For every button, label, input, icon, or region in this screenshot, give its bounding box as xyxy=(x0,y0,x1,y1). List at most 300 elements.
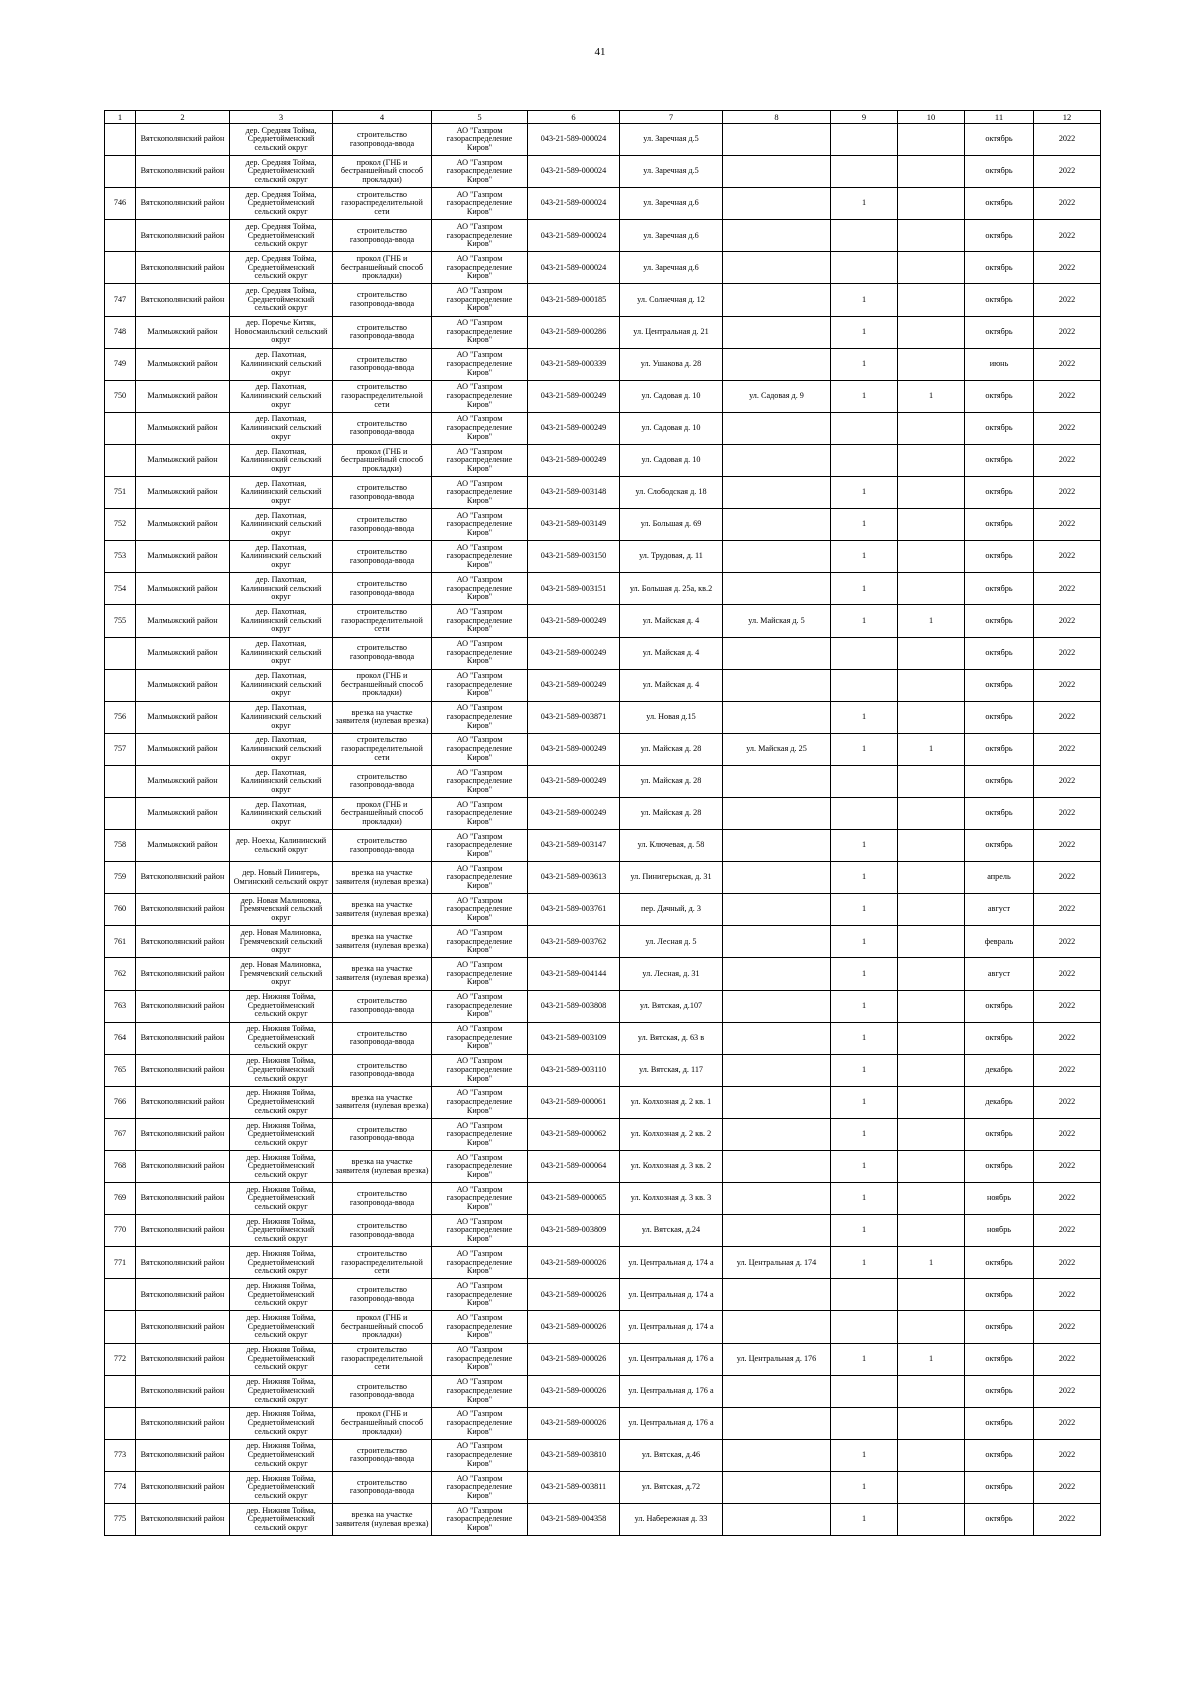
cell-month xyxy=(965,316,1034,348)
cell-application-number xyxy=(528,1054,620,1086)
cell-organization xyxy=(432,316,528,348)
cell-year xyxy=(1034,1247,1101,1279)
cell-count-a xyxy=(831,252,898,284)
cell-count-a xyxy=(831,1407,898,1439)
cell-locality xyxy=(230,573,333,605)
cell-text: дер. Ноехы, Калининский сельский округ xyxy=(235,837,327,854)
cell-work-type xyxy=(333,477,432,509)
cell-organization xyxy=(432,444,528,476)
cell-district xyxy=(136,605,230,637)
cell-text: 758 xyxy=(113,841,127,850)
cell-work-type xyxy=(333,701,432,733)
cell-month xyxy=(965,637,1034,669)
cell-year xyxy=(1034,1471,1101,1503)
cell-month xyxy=(965,1343,1034,1375)
cell-application-number xyxy=(528,1439,620,1471)
cell-text: 765 xyxy=(113,1065,127,1074)
cell-text: 1 xyxy=(861,359,867,368)
cell-text: ул. Центральная д. 176 а xyxy=(628,1418,714,1427)
cell-text: АО "Газпром газораспределение Киров" xyxy=(446,1025,513,1051)
cell-text: Вятскополянский район xyxy=(140,1226,225,1235)
cell-text: ул. Майская д. 4 xyxy=(642,648,700,657)
cell-text: прокол (ГНБ и бестраншейный способ прокладки) xyxy=(340,800,424,826)
cell-text: Малмыжский район xyxy=(147,391,218,400)
cell-locality xyxy=(230,412,333,444)
cell-text: 2022 xyxy=(1058,1418,1076,1427)
cell-text: Вятскополянский район xyxy=(140,969,225,978)
cell-month xyxy=(965,1054,1034,1086)
cell-row-number xyxy=(105,348,136,380)
cell-count-b xyxy=(898,541,965,573)
cell-count-b xyxy=(898,124,965,156)
cell-text: врезка на участке заявителя (нулевая врезка) xyxy=(335,1157,429,1175)
cell-organization xyxy=(432,1439,528,1471)
cell-application-number xyxy=(528,701,620,733)
cell-text: дер. Нижняя Тойма, Среднетойменский сельский округ xyxy=(246,1249,316,1276)
cell-count-a xyxy=(831,1375,898,1407)
cell-text: 043-21-589-003762 xyxy=(540,937,607,946)
cell-text: дер. Нижняя Тойма, Среднетойменский сельский округ xyxy=(246,1217,316,1244)
cell-organization xyxy=(432,509,528,541)
cell-district xyxy=(136,444,230,476)
cell-text: 2022 xyxy=(1058,1483,1076,1492)
cell-text: дер. Новая Малиновка, Гремячевский сельский округ xyxy=(239,928,323,955)
column-header-1: 1 xyxy=(105,111,136,124)
table-row xyxy=(105,1183,1101,1215)
cell-year xyxy=(1034,573,1101,605)
cell-district xyxy=(136,797,230,829)
cell-text: строительство газораспределительной сети xyxy=(341,1346,423,1372)
cell-count-b xyxy=(898,1504,965,1536)
cell-year xyxy=(1034,797,1101,829)
cell-count-b xyxy=(898,1439,965,1471)
cell-application-number xyxy=(528,1215,620,1247)
cell-address xyxy=(620,894,723,926)
cell-address xyxy=(620,1439,723,1471)
cell-count-b xyxy=(898,830,965,862)
cell-count-b xyxy=(898,958,965,990)
cell-text: 043-21-589-000249 xyxy=(540,391,607,400)
cell-count-b xyxy=(898,348,965,380)
cell-text: Малмыжский район xyxy=(147,584,218,593)
cell-text: 1 xyxy=(861,584,867,593)
column-header-5: 5 xyxy=(432,111,528,124)
cell-text: АО "Газпром газораспределение Киров" xyxy=(446,832,513,858)
cell-year xyxy=(1034,926,1101,958)
cell-address xyxy=(620,1504,723,1536)
cell-application-number xyxy=(528,1279,620,1311)
cell-text: ул. Садовая д. 9 xyxy=(749,391,804,400)
cell-organization xyxy=(432,284,528,316)
cell-count-a xyxy=(831,380,898,412)
cell-address-alt xyxy=(723,1439,831,1471)
cell-address xyxy=(620,958,723,990)
cell-address xyxy=(620,637,723,669)
cell-application-number xyxy=(528,156,620,188)
cell-count-a xyxy=(831,733,898,765)
cell-month xyxy=(965,733,1034,765)
cell-count-b xyxy=(898,669,965,701)
cell-address-alt xyxy=(723,1215,831,1247)
cell-month xyxy=(965,477,1034,509)
cell-count-b xyxy=(898,1022,965,1054)
cell-work-type xyxy=(333,220,432,252)
cell-year xyxy=(1034,252,1101,284)
cell-district xyxy=(136,637,230,669)
cell-text: 043-21-589-000024 xyxy=(540,199,607,208)
cell-address xyxy=(620,477,723,509)
cell-text: АО "Газпром газораспределение Киров" xyxy=(446,768,513,794)
cell-text: дер. Пахотная, Калининский сельский округ xyxy=(240,672,322,698)
cell-year xyxy=(1034,958,1101,990)
cell-address xyxy=(620,1215,723,1247)
cell-text: дер. Пахотная, Калининский сельский округ xyxy=(240,800,322,826)
cell-text: 750 xyxy=(113,391,127,400)
cell-organization xyxy=(432,797,528,829)
cell-count-a xyxy=(831,412,898,444)
cell-text: 1 xyxy=(861,1001,867,1010)
cell-application-number xyxy=(528,1118,620,1150)
cell-text: октябрь xyxy=(985,1418,1013,1427)
cell-text: октябрь xyxy=(985,1290,1013,1299)
cell-address xyxy=(620,765,723,797)
cell-count-b xyxy=(898,573,965,605)
table-row xyxy=(105,252,1101,284)
cell-year xyxy=(1034,380,1101,412)
cell-locality xyxy=(230,1343,333,1375)
cell-address xyxy=(620,348,723,380)
cell-organization xyxy=(432,1375,528,1407)
cell-text: октябрь xyxy=(985,424,1013,433)
cell-locality xyxy=(230,733,333,765)
cell-address xyxy=(620,541,723,573)
cell-text: АО "Газпром газораспределение Киров" xyxy=(446,383,513,409)
cell-text: 2022 xyxy=(1058,327,1076,336)
cell-text: ул. Центральная д. 21 xyxy=(633,327,709,336)
table-row xyxy=(105,1343,1101,1375)
cell-row-number xyxy=(105,573,136,605)
cell-address-alt xyxy=(723,1375,831,1407)
cell-work-type xyxy=(333,509,432,541)
cell-count-a xyxy=(831,765,898,797)
cell-text: 2022 xyxy=(1058,1001,1076,1010)
cell-text: Вятскополянский район xyxy=(140,263,225,272)
cell-text: дер. Средняя Тойма, Среднетойменский сельский округ xyxy=(245,287,317,313)
cell-month xyxy=(965,1215,1034,1247)
cell-address-alt xyxy=(723,797,831,829)
cell-locality xyxy=(230,1022,333,1054)
cell-text: 2022 xyxy=(1058,712,1076,721)
cell-text: Вятскополянский район xyxy=(140,1451,225,1460)
cell-text: ул. Центральная д. 176 а xyxy=(628,1354,714,1363)
table-row xyxy=(105,1086,1101,1118)
cell-address xyxy=(620,509,723,541)
cell-text: 043-21-589-000249 xyxy=(540,648,607,657)
cell-text: дер. Новая Малиновка, Гремячевский сельский округ xyxy=(239,896,323,923)
cell-application-number xyxy=(528,1471,620,1503)
cell-row-number xyxy=(105,1215,136,1247)
cell-text: строительство газопровода-ввода xyxy=(349,1029,415,1047)
cell-count-b xyxy=(898,477,965,509)
cell-text: ул. Колхозная д. 2 кв. 2 xyxy=(630,1130,712,1139)
cell-count-a xyxy=(831,990,898,1022)
cell-text: АО "Газпром газораспределение Киров" xyxy=(446,1474,513,1500)
cell-row-number xyxy=(105,701,136,733)
cell-text: 770 xyxy=(113,1226,127,1235)
cell-year xyxy=(1034,894,1101,926)
cell-month xyxy=(965,1183,1034,1215)
cell-text: дер. Пахотная, Калининский сельский округ xyxy=(240,640,322,666)
table-row xyxy=(105,1504,1101,1536)
cell-text: 043-21-589-003148 xyxy=(540,488,607,497)
cell-year xyxy=(1034,1215,1101,1247)
cell-count-b xyxy=(898,1215,965,1247)
cell-text: октябрь xyxy=(985,1515,1013,1524)
cell-text: строительство газопровода-ввода xyxy=(349,1222,415,1239)
column-header-3: 3 xyxy=(230,111,333,124)
cell-work-type xyxy=(333,1279,432,1311)
cell-text: 1 xyxy=(861,1098,867,1107)
cell-text: строительство газопровода-ввода xyxy=(349,1446,415,1464)
cell-text: дер. Пахотная, Калининский сельский округ xyxy=(240,704,322,730)
cell-count-a xyxy=(831,862,898,894)
cell-locality xyxy=(230,765,333,797)
cell-text: дер. Поречье Китяк, Новосмаильский сельский округ xyxy=(234,319,328,345)
cell-count-a xyxy=(831,797,898,829)
cell-address xyxy=(620,701,723,733)
cell-text: ул. Колхозная д. 3 кв. 2 xyxy=(630,1162,712,1171)
cell-text: ул. Вятская, д. 63 в xyxy=(637,1033,705,1042)
cell-month xyxy=(965,701,1034,733)
cell-organization xyxy=(432,573,528,605)
cell-count-a xyxy=(831,124,898,156)
cell-text: октябрь xyxy=(985,1386,1013,1395)
cell-organization xyxy=(432,1407,528,1439)
cell-text: 749 xyxy=(113,359,127,368)
cell-text: 2022 xyxy=(1058,648,1076,657)
cell-text: ул. Заречная д.5 xyxy=(643,135,699,144)
cell-text: 1 xyxy=(861,1162,867,1171)
column-header-10: 10 xyxy=(898,111,965,124)
cell-address xyxy=(620,733,723,765)
cell-application-number xyxy=(528,637,620,669)
cell-address-alt xyxy=(723,284,831,316)
cell-text: октябрь xyxy=(985,231,1013,240)
cell-locality xyxy=(230,156,333,188)
table-row xyxy=(105,541,1101,573)
cell-text: 2022 xyxy=(1058,1258,1076,1267)
cell-text: июнь xyxy=(989,359,1009,368)
cell-row-number xyxy=(105,316,136,348)
cell-text: ул. Центральная д. 174 а xyxy=(628,1258,714,1267)
cell-text: АО "Газпром газораспределение Киров" xyxy=(446,1089,513,1115)
cell-application-number xyxy=(528,1407,620,1439)
cell-count-b xyxy=(898,252,965,284)
cell-text: прокол (ГНБ и бестраншейный способ прокладки) xyxy=(340,672,424,698)
cell-locality xyxy=(230,124,333,156)
cell-year xyxy=(1034,862,1101,894)
cell-district xyxy=(136,284,230,316)
cell-text: дер. Пахотная, Калининский сельский округ xyxy=(240,351,322,377)
cell-text: ул. Майская д. 4 xyxy=(642,680,700,689)
cell-address xyxy=(620,316,723,348)
cell-text: 1 xyxy=(861,873,867,882)
cell-text: 043-21-589-000249 xyxy=(540,777,607,786)
cell-text: 1 xyxy=(861,1451,867,1460)
cell-work-type xyxy=(333,926,432,958)
cell-locality xyxy=(230,1086,333,1118)
cell-row-number xyxy=(105,1504,136,1536)
table-row xyxy=(105,220,1101,252)
cell-organization xyxy=(432,1183,528,1215)
cell-count-b xyxy=(898,862,965,894)
cell-year xyxy=(1034,830,1101,862)
cell-text: дер. Нижняя Тойма, Среднетойменский сельский округ xyxy=(246,993,316,1019)
cell-text: Вятскополянский район xyxy=(140,905,225,914)
cell-row-number xyxy=(105,284,136,316)
cell-address xyxy=(620,1375,723,1407)
cell-district xyxy=(136,124,230,156)
cell-locality xyxy=(230,1183,333,1215)
table-row xyxy=(105,958,1101,990)
table-row xyxy=(105,1375,1101,1407)
cell-address-alt xyxy=(723,1022,831,1054)
cell-text: Малмыжский район xyxy=(147,648,218,657)
cell-text: 2022 xyxy=(1058,777,1076,786)
cell-count-b xyxy=(898,733,965,765)
cell-text: ул. Заречная д.6 xyxy=(643,231,699,240)
cell-district xyxy=(136,348,230,380)
cell-text: 043-21-589-000339 xyxy=(540,359,607,368)
cell-text: дер. Пахотная, Калининский сельский округ xyxy=(240,543,322,570)
cell-text: АО "Газпром газораспределение Киров" xyxy=(446,896,513,923)
cell-year xyxy=(1034,220,1101,252)
cell-text: Вятскополянский район xyxy=(140,1322,225,1331)
column-header-11: 11 xyxy=(965,111,1034,124)
cell-application-number xyxy=(528,573,620,605)
cell-text: ул. Центральная д. 174 а xyxy=(628,1290,714,1299)
cell-text: строительство газопровода-ввода xyxy=(349,1382,415,1400)
cell-application-number xyxy=(528,477,620,509)
cell-work-type xyxy=(333,412,432,444)
cell-address-alt xyxy=(723,188,831,220)
cell-month xyxy=(965,1439,1034,1471)
cell-count-a xyxy=(831,1118,898,1150)
cell-text: 1 xyxy=(861,391,867,400)
cell-address-alt xyxy=(723,477,831,509)
cell-row-number xyxy=(105,1054,136,1086)
cell-address-alt xyxy=(723,444,831,476)
cell-text: АО "Газпром газораспределение Киров" xyxy=(446,640,513,666)
cell-district xyxy=(136,1439,230,1471)
cell-text: октябрь xyxy=(985,327,1013,336)
cell-district xyxy=(136,765,230,797)
cell-text: врезка на участке заявителя (нулевая врезка) xyxy=(335,708,429,726)
cell-text: ул. Вятская, д.24 xyxy=(641,1226,701,1235)
cell-count-b xyxy=(898,156,965,188)
cell-locality xyxy=(230,1054,333,1086)
cell-address xyxy=(620,1279,723,1311)
cell-district xyxy=(136,990,230,1022)
cell-count-a xyxy=(831,1504,898,1536)
cell-text: строительство газопровода-ввода xyxy=(349,419,415,437)
cell-count-a xyxy=(831,926,898,958)
cell-work-type xyxy=(333,1439,432,1471)
cell-text: 2022 xyxy=(1058,1033,1076,1042)
cell-text: 1 xyxy=(861,1354,867,1363)
cell-district xyxy=(136,1183,230,1215)
cell-count-a xyxy=(831,188,898,220)
cell-month xyxy=(965,1471,1034,1503)
cell-text: АО "Газпром газораспределение Киров" xyxy=(446,222,513,249)
cell-address-alt xyxy=(723,541,831,573)
cell-work-type xyxy=(333,1215,432,1247)
cell-district xyxy=(136,509,230,541)
cell-text: 2022 xyxy=(1058,616,1076,625)
cell-year xyxy=(1034,509,1101,541)
cell-text: ул. Набережная д. 33 xyxy=(634,1515,708,1524)
cell-text: 043-21-589-003808 xyxy=(540,1001,607,1010)
cell-organization xyxy=(432,958,528,990)
cell-address-alt xyxy=(723,958,831,990)
cell-month xyxy=(965,797,1034,829)
cell-district xyxy=(136,1151,230,1183)
cell-row-number xyxy=(105,1311,136,1343)
cell-year xyxy=(1034,1086,1101,1118)
cell-text: 2022 xyxy=(1058,199,1076,208)
cell-month xyxy=(965,220,1034,252)
cell-text: 2022 xyxy=(1058,231,1076,240)
cell-address-alt xyxy=(723,1151,831,1183)
cell-text: дер. Нижняя Тойма, Среднетойменский сельский округ xyxy=(246,1410,316,1436)
cell-organization xyxy=(432,605,528,637)
cell-text: ул. Вятская, д.72 xyxy=(641,1483,701,1492)
cell-text: декабрь xyxy=(985,1098,1013,1107)
cell-row-number xyxy=(105,637,136,669)
cell-month xyxy=(965,1504,1034,1536)
cell-text: врезка на участке заявителя (нулевая врезка) xyxy=(335,901,429,918)
cell-text: 043-21-589-003809 xyxy=(540,1226,607,1235)
cell-text: АО "Газпром газораспределение Киров" xyxy=(446,575,513,602)
cell-address-alt xyxy=(723,316,831,348)
cell-text: 043-21-589-003110 xyxy=(540,1065,607,1074)
cell-text: АО "Газпром газораспределение Киров" xyxy=(446,704,513,730)
cell-district xyxy=(136,573,230,605)
cell-district xyxy=(136,1054,230,1086)
cell-row-number xyxy=(105,862,136,894)
cell-organization xyxy=(432,1215,528,1247)
cell-count-a xyxy=(831,1215,898,1247)
cell-address xyxy=(620,1151,723,1183)
cell-row-number xyxy=(105,1375,136,1407)
cell-locality xyxy=(230,284,333,316)
cell-text: ул. Заречная д.6 xyxy=(643,263,699,272)
table-body xyxy=(105,124,1101,1536)
cell-address-alt xyxy=(723,509,831,541)
cell-text: дер. Средняя Тойма, Среднетойменский сельский округ xyxy=(245,190,317,217)
cell-address xyxy=(620,1311,723,1343)
cell-address xyxy=(620,1118,723,1150)
cell-text: АО "Газпром газораспределение Киров" xyxy=(446,1314,513,1340)
cell-locality xyxy=(230,541,333,573)
cell-locality xyxy=(230,1375,333,1407)
cell-text: 2022 xyxy=(1058,391,1076,400)
cell-address xyxy=(620,412,723,444)
cell-address-alt xyxy=(723,156,831,188)
cell-application-number xyxy=(528,412,620,444)
cell-text: 746 xyxy=(113,199,127,208)
cell-text: 2022 xyxy=(1058,1290,1076,1299)
